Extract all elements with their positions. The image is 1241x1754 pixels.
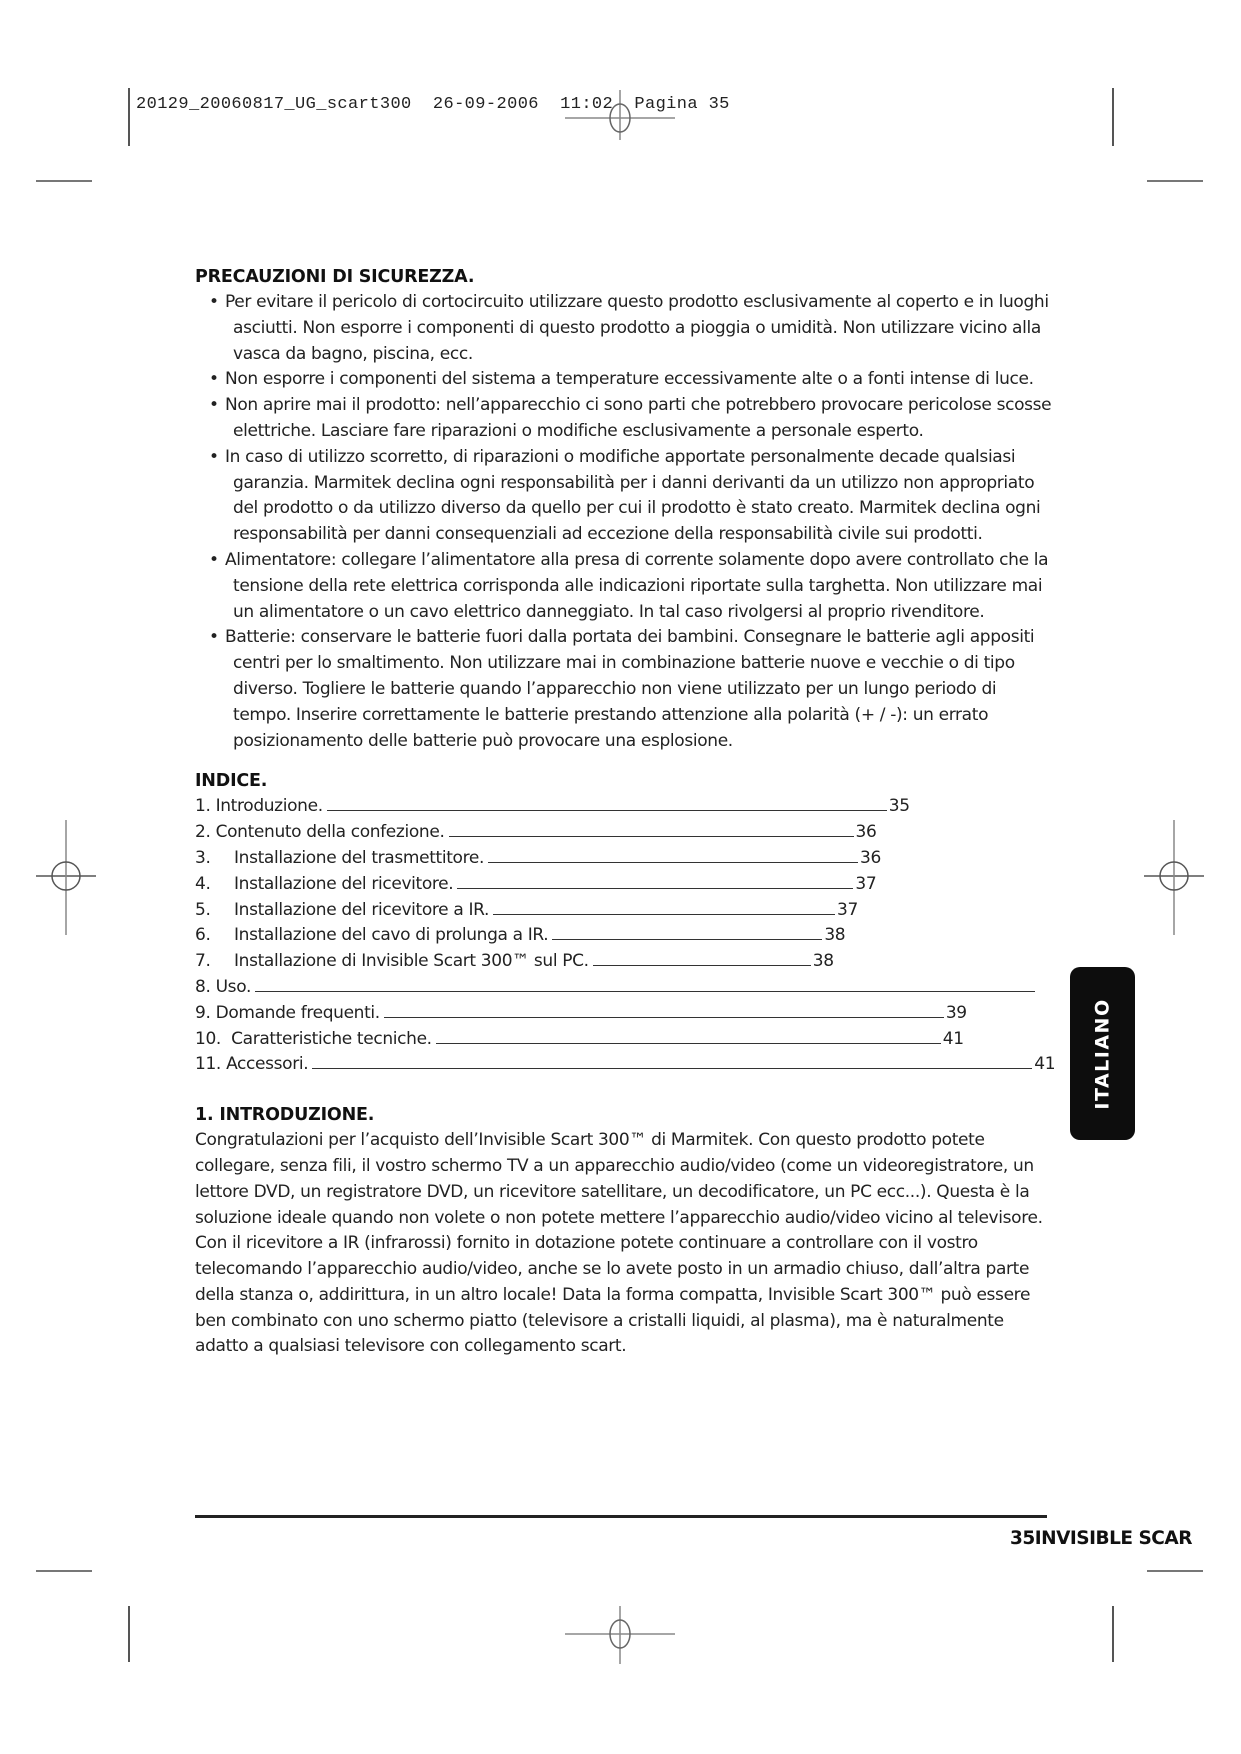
index-page: 36 xyxy=(855,822,877,843)
index-page: 38 xyxy=(812,951,834,972)
index-entry[interactable]: 10. Caratteristiche tecniche. 41 xyxy=(195,1027,1055,1053)
safety-list xyxy=(195,290,1055,754)
registration-mark-bottom xyxy=(565,1606,675,1664)
safety-item: • Per evitare il pericolo di cortocircuito utilizzare questo prodotto esclusivamente al coperto e in luoghi asciutti. Non esporre i componenti di questo prodotto a pioggia o umidità. Non utilizzare vicino alla vasca da bagno, piscina, ecc. xyxy=(209,292,1049,364)
safety-title: PRECAUZIONI DI SICUREZZA. xyxy=(195,267,475,287)
bullet-icon: • xyxy=(209,369,219,390)
leader-line xyxy=(488,846,858,863)
crop-mark-bottom-right-horizontal xyxy=(1147,1570,1203,1572)
index-entry[interactable]: 2. Contenuto della confezione. 36 xyxy=(195,820,1055,846)
index-page: 38 xyxy=(824,925,846,946)
registration-mark-top xyxy=(565,90,675,140)
index-page: 41 xyxy=(1034,1054,1056,1075)
leader-line xyxy=(312,1052,1032,1069)
crop-mark-top-left-vertical xyxy=(128,88,130,146)
leader-line xyxy=(593,949,811,966)
leader-line xyxy=(552,923,822,940)
index-entry[interactable]: 8. Uso. xyxy=(195,975,1055,1001)
leader-line xyxy=(436,1027,941,1044)
index-page: 37 xyxy=(837,899,858,920)
index-page: 35 xyxy=(888,796,910,817)
language-tab-label: ITALIANO xyxy=(1091,997,1114,1110)
leader-line xyxy=(449,820,854,837)
language-tab xyxy=(1070,967,1135,1140)
registration-mark-right xyxy=(1144,820,1204,935)
bullet-icon: • xyxy=(209,549,219,570)
slug-date: 26-09-2006 xyxy=(432,95,539,114)
index-entry[interactable]: 11. Accessori. 41 xyxy=(195,1052,1055,1078)
crop-mark-bottom-right-vertical xyxy=(1112,1606,1114,1662)
safety-item: • Batterie: conservare le batterie fuori dalla portata dei bambini. Consegnare le batterie agli appositi centri per lo smaltimento. Non utilizzare mai in combinazione batterie nuove e vecchie o di tipo diverso. Togliere le batterie quando l’apparecchio non viene utilizzato per un lungo periodo di tempo. Inserire correttamente le batterie prestando attenzione alla polarità (+ / -): un errato posizionamento delle batterie può provocare una esplosione. xyxy=(209,627,1035,751)
index-entry[interactable]: 3. Installazione del trasmettitore. 36 xyxy=(195,846,1055,872)
intro-section xyxy=(195,1128,1055,1360)
slug-page-label: Pagina 35 xyxy=(634,95,730,114)
bullet-icon: • xyxy=(209,395,219,416)
slug-filename: 20129_20060817_UG_scart300 xyxy=(136,95,412,114)
safety-item: • Non esporre i componenti del sistema a temperature eccessivamente alte o a fonti intense di luce. xyxy=(195,367,1055,393)
safety-item: • Alimentatore: collegare l’alimentatore alla presa di corrente solamente dopo avere controllato che la tensione della rete elettrica corrisponda alle indicazioni riportate sulla targhetta. Non utilizzare mai un alimentatore o un cavo elettrico danneggiato. In tal caso rivolgersi al proprio rivenditore. xyxy=(209,549,1049,622)
crop-mark-top-right-horizontal xyxy=(1147,180,1203,182)
registration-mark-left xyxy=(36,820,96,935)
index-page: 41 xyxy=(942,1028,964,1049)
footer-running-title: 35INVISIBLE SCAR xyxy=(1010,1528,1192,1549)
leader-line xyxy=(327,794,887,811)
index-entry[interactable]: 5. Installazione del ricevitore a IR. 37 xyxy=(195,898,1055,924)
index-page: 39 xyxy=(945,1002,967,1023)
crop-mark-top-right-vertical xyxy=(1112,88,1114,146)
footer-rule xyxy=(195,1515,1047,1518)
leader-line xyxy=(493,898,835,915)
bullet-icon: • xyxy=(209,292,219,312)
index-entry[interactable]: 7. Installazione di Invisible Scart 300™ sul PC. 38 xyxy=(195,949,1055,975)
leader-line xyxy=(255,975,1035,992)
leader-line xyxy=(384,1001,944,1018)
index-entry[interactable]: 6. Installazione del cavo di prolunga a IR. 38 xyxy=(195,923,1055,949)
index-entry[interactable]: 1. Introduzione. 35 xyxy=(195,794,1055,820)
intro-paragraph: Congratulazioni per l’acquisto dell’Invisible Scart 300™ di Marmitek. Con questo prodotto potete collegare, senza fili, il vostro schermo TV a un apparecchio audio/video (come un videoregistratore, un lettore DVD, un registratore DVD, un ricevitore satellitare, un decodificatore, un PC ecc...). Questa è la soluzione ideale quando non volete o non potete mettere l’apparecchio audio/video vicino al televisore. Con il ricevitore a IR (infrarossi) fornito in dotazione potete continuare a controllare con il vostro telecomando l’apparecchio audio/video, anche se lo avete posto in un armadio chiuso, dall’altra parte della stanza o, addirittura, in un altro locale! Data la forma compatta, Invisible Scart 300™ può essere ben combinato con uno schermo piatto (televisore a cristalli liquidi, al plasma), ma è naturalmente adatto a qualsiasi televisore con collegamento scart. xyxy=(195,1130,1043,1357)
crop-mark-bottom-left-horizontal xyxy=(36,1570,92,1572)
crop-mark-top-left-horizontal xyxy=(36,180,92,182)
index-entry[interactable]: 9. Domande frequenti. 39 xyxy=(195,1001,1055,1027)
intro-title: 1. INTRODUZIONE. xyxy=(195,1105,375,1126)
leader-line xyxy=(457,872,853,889)
safety-item: • Non aprire mai il prodotto: nell’apparecchio ci sono parti che potrebbero provocare pericolose scosse elettriche. Lasciare fare riparazioni o modifiche esclusivamente a personale esperto. xyxy=(209,395,1052,441)
bullet-icon: • xyxy=(209,627,219,648)
index-title: INDICE. xyxy=(195,771,268,792)
index-page: 36 xyxy=(860,847,881,868)
crop-mark-bottom-left-vertical xyxy=(128,1606,130,1662)
index-page: 37 xyxy=(855,873,877,894)
safety-item: • In caso di utilizzo scorretto, di riparazioni o modifiche apportate personalmente decade qualsiasi garanzia. Marmitek declina ogni responsabilità per i danni derivanti da un utilizzo non appropriato del prodotto o da utilizzo diverso da quello per cui il prodotto è stato creato. Marmitek declina ogni responsabilità per danni consequenziali ad eccezione della responsabilità civile sui prodotti. xyxy=(209,446,1041,545)
page-content xyxy=(195,264,1055,1360)
index-entry[interactable]: 4. Installazione del ricevitore. 37 xyxy=(195,872,1055,898)
slug-time: 11:02 xyxy=(560,95,614,114)
bullet-icon: • xyxy=(209,446,219,467)
index-list xyxy=(195,794,1055,1078)
